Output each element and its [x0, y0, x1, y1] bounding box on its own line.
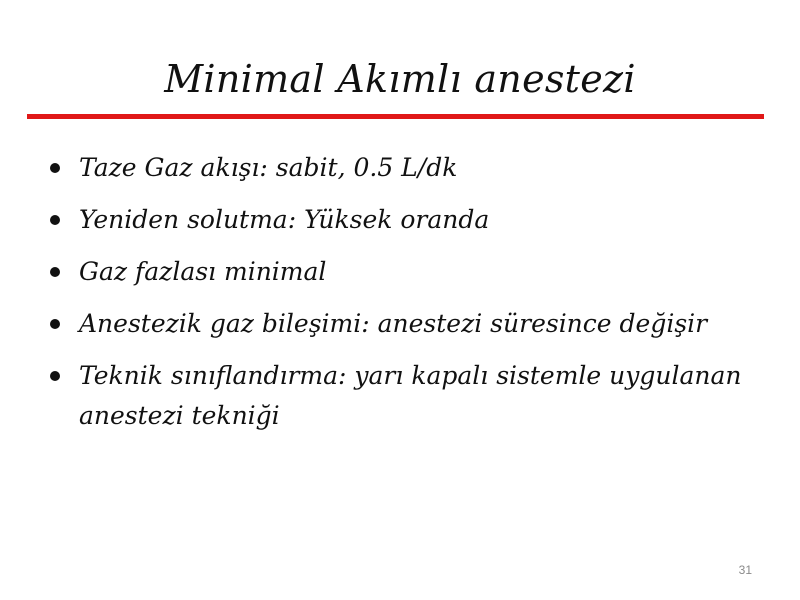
bullet-text: Gaz fazlası minimal	[79, 257, 327, 286]
slide-title: Minimal Akımlı anestezi	[164, 57, 636, 101]
bullet-item	[46, 356, 766, 436]
bullet-item	[46, 148, 766, 188]
bullet-text: Anestezik gaz bileşimi: anestezi süresince değişir	[79, 309, 708, 338]
bullet-item	[46, 200, 766, 240]
bullet-dot-icon	[50, 371, 60, 381]
title-underline	[27, 114, 764, 119]
bullet-list	[46, 148, 766, 448]
bullet-item	[46, 304, 766, 344]
bullet-dot-icon	[50, 163, 60, 173]
bullet-dot-icon	[50, 215, 60, 225]
bullet-text: Teknik sınıflandırma: yarı kapalı sistemle uygulanan anestezi tekniği	[79, 361, 742, 430]
bullet-text: Yeniden solutma: Yüksek oranda	[79, 205, 490, 234]
page-number: 31	[738, 563, 752, 577]
bullet-text: Taze Gaz akışı: sabit, 0.5 L/dk	[79, 153, 458, 182]
bullet-dot-icon	[50, 319, 60, 329]
bullet-dot-icon	[50, 267, 60, 277]
bullet-item	[46, 252, 766, 292]
